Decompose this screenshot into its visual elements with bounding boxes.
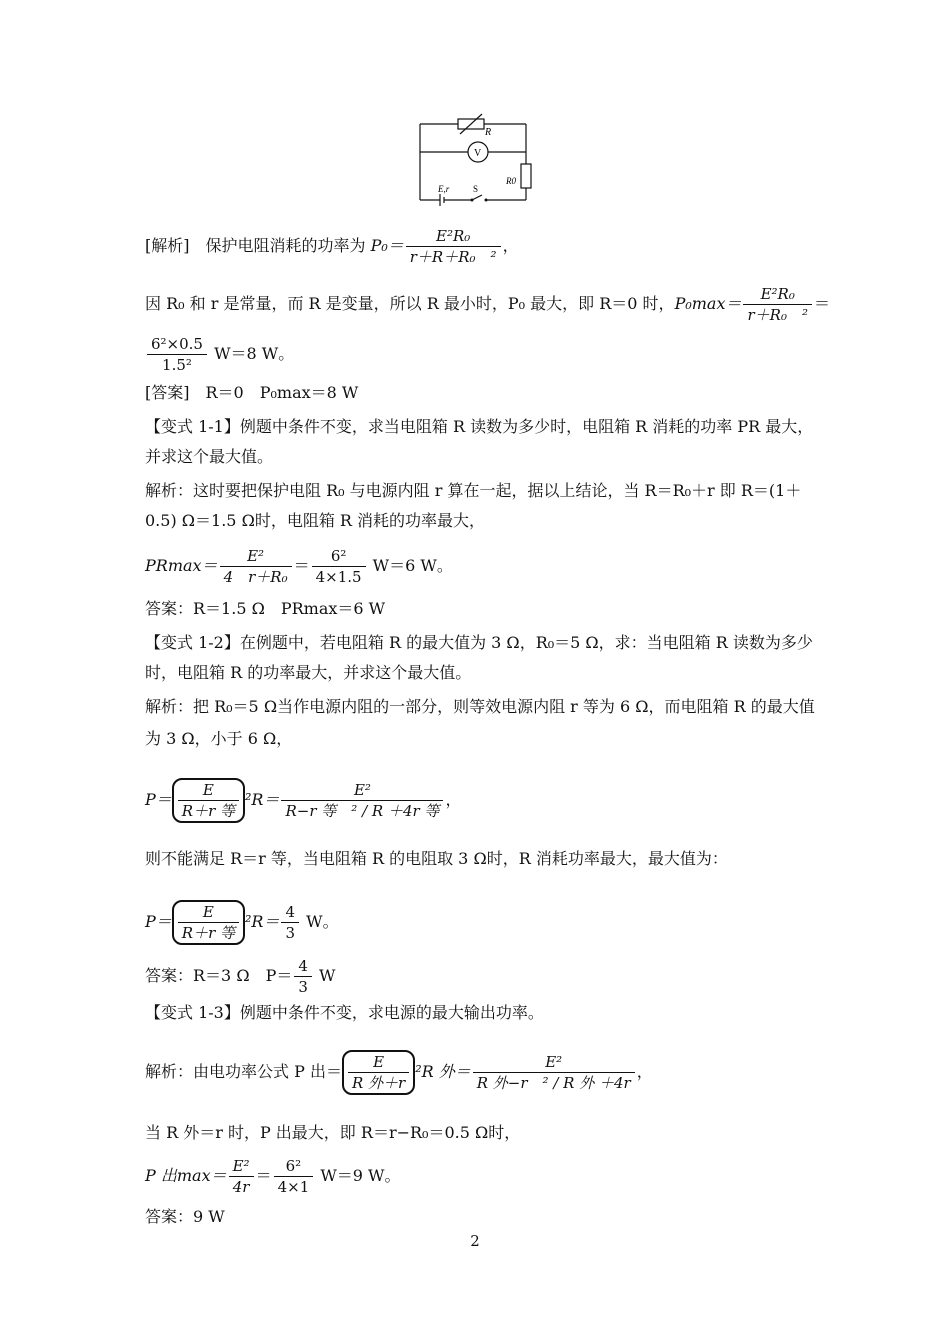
fraction-numerator: E: [178, 902, 239, 923]
variant-1-2-analysis-2: 为 3 Ω，小于 6 Ω，: [145, 729, 293, 748]
fraction-denominator: R 外＋r: [351, 1074, 406, 1092]
circuit-diagram: [410, 112, 540, 208]
fraction-inner: [178, 780, 239, 821]
label-S: S: [473, 184, 479, 194]
label-Er: E,r: [438, 184, 450, 194]
formula-prefix: 解析：由电功率公式 P 出＝: [145, 1062, 342, 1081]
middle-term: ²R＝: [245, 790, 280, 809]
variant-1-1-line-1: 【变式 1-1】例题中条件不变，求当电阻箱 R 读数为多少时，电阻箱 R 消耗的功率 PR 最大，: [145, 417, 814, 436]
fraction-denominator: 3: [298, 978, 308, 996]
line-suffix: ，: [445, 790, 462, 809]
fraction-denominator: 3: [285, 924, 296, 942]
fraction-denominator: r＋R₀ ²: [747, 306, 808, 324]
p-lhs: P＝: [145, 790, 172, 809]
variant-1-2-line-1: 【变式 1-2】在例题中，若电阻箱 R 的最大值为 3 Ω，R₀＝5 Ω，求：当电阻箱 R 读数为多少: [145, 633, 813, 652]
variant-1-3-formula: [145, 1050, 653, 1095]
fraction-numerator: E²: [281, 780, 443, 801]
answer-line: [答案] R＝0 P₀max＝8 W: [145, 383, 359, 402]
analysis-line-1: [145, 226, 519, 267]
equals-sign: ＝: [255, 1166, 272, 1185]
fraction-prmax-1: [220, 546, 292, 587]
variant-1-2-answer: [145, 956, 335, 997]
fraction-numerator: E: [348, 1052, 409, 1073]
fraction-numerator: 6²: [312, 546, 366, 567]
line-suffix: ，: [502, 236, 519, 255]
variant-1-3-answer: 答案：9 W: [145, 1207, 225, 1226]
fraction-numerator: E²R₀: [743, 284, 812, 305]
page-number: 2: [470, 1232, 480, 1250]
fraction-denominator: 4r: [232, 1178, 250, 1196]
paren-group: [172, 900, 245, 945]
middle-term: ²R＝: [245, 912, 280, 931]
fraction-numerator: 4: [281, 902, 299, 923]
fraction-denominator: 1.5²: [162, 356, 192, 374]
variant-1-3-analysis: 当 R 外＝r 时，P 出最大，即 R＝r−R₀＝0.5 Ω时，: [145, 1123, 521, 1142]
line-suffix: W＝9 W。: [315, 1166, 401, 1185]
fraction-p0max: [743, 284, 812, 325]
fraction-denominator: r＋R＋R₀ ²: [409, 248, 497, 266]
text: 因 R₀ 和 r 是常量，而 R 是变量，所以 R 最小时，P₀ 最大，即 R＝0 时，: [145, 294, 675, 313]
line-suffix: ＝: [813, 294, 830, 313]
fraction-numerator: E²: [229, 1156, 254, 1177]
variant-1-2-result: [145, 900, 339, 945]
fraction-denominator: 4×1: [277, 1178, 310, 1196]
p-lhs: P＝: [145, 912, 172, 931]
line-suffix: W。: [301, 912, 339, 931]
p0-lhs: P₀＝: [370, 236, 404, 255]
fraction-numerator: 4: [294, 956, 312, 977]
variant-1-2-analysis-1: 解析：把 R₀＝5 Ω当作电源内阻的一部分，则等效电源内阻 r 等为 6 Ω，而电阻箱 R 的最大值: [145, 697, 815, 716]
variant-1-1-answer: 答案：R＝1.5 Ω PRmax＝6 W: [145, 599, 386, 618]
fraction-denominator: 4×1.5: [315, 568, 362, 586]
paren-group: [342, 1050, 415, 1095]
variant-1-2-line-2: 时，电阻箱 R 的功率最大，并求这个最大值。: [145, 663, 472, 682]
fraction-result: [281, 902, 299, 943]
answer-prefix: 答案：R＝3 Ω P＝: [145, 966, 293, 985]
fraction-p0: [406, 226, 501, 267]
fraction-denominator: R＋r 等: [181, 802, 236, 820]
line-suffix: W＝8 W。: [208, 344, 295, 363]
variant-1-3-line-1: 【变式 1-3】例题中条件不变，求电源的最大输出功率。: [145, 1003, 544, 1022]
line-suffix: W＝6 W。: [367, 556, 453, 575]
variant-1-2-formula: [145, 778, 461, 823]
fraction-numerator: E²: [220, 546, 292, 567]
label-R: R: [485, 127, 492, 138]
analysis-line-2: [145, 284, 830, 325]
switch-contact: [485, 199, 488, 202]
fraction-numerator: E: [178, 780, 239, 801]
line-suffix: ，: [636, 1062, 653, 1081]
paren-group: [172, 778, 245, 823]
fraction-denominator: R−r 等 ² / R ＋4r 等: [285, 802, 440, 820]
pmax-lhs: P 出max＝: [145, 1166, 227, 1185]
equals-sign: ＝: [293, 556, 310, 575]
analysis-prefix: [解析] 保护电阻消耗的功率为: [145, 236, 371, 255]
fraction-main: [473, 1052, 635, 1093]
fraction-numerator: E²: [473, 1052, 635, 1073]
fraction-denominator: R＋r 等: [181, 924, 236, 942]
label-V: V: [474, 148, 482, 159]
analysis-line-3: [145, 334, 294, 375]
fraction-inner: [348, 1052, 409, 1093]
switch-contact: [471, 199, 474, 202]
variant-1-1-line-2: 并求这个最大值。: [145, 447, 274, 466]
variant-1-1-analysis-1: 解析：这时要把保护电阻 R₀ 与电源内阻 r 算在一起，据以上结论，当 R＝R₀＋r 即 R＝(1＋: [145, 481, 802, 500]
p0max-lhs: P₀max＝: [674, 294, 742, 313]
fraction-pmax-1: [229, 1156, 254, 1197]
fraction-main: [281, 780, 443, 821]
middle-term: ²R 外＝: [415, 1062, 471, 1081]
fraction-numerator: 6²×0.5: [147, 334, 207, 355]
label-R0: R0: [506, 176, 516, 186]
fraction-result: [147, 334, 207, 375]
fraction-denominator: 4 r＋R₀: [223, 568, 288, 586]
fraction-numerator: 6²: [274, 1156, 314, 1177]
fraction-denominator: R 外−r ² / R 外 ＋4r: [476, 1074, 631, 1092]
fraction-inner: [178, 902, 239, 943]
prmax-lhs: PRmax＝: [145, 556, 218, 575]
fraction-answer: [294, 956, 312, 997]
variant-1-1-formula: [145, 546, 453, 587]
line-suffix: W: [313, 966, 336, 985]
fraction-numerator: E²R₀: [406, 226, 501, 247]
variant-1-3-result: [145, 1156, 400, 1197]
fraction-pmax-2: [274, 1156, 314, 1197]
variant-1-2-analysis-3: 则不能满足 R＝r 等，当电阻箱 R 的电阻取 3 Ω时，R 消耗功率最大，最大值为：: [145, 849, 728, 868]
variant-1-1-analysis-2: 0.5) Ω＝1.5 Ω时，电阻箱 R 消耗的功率最大，: [145, 511, 486, 530]
fraction-prmax-2: [312, 546, 366, 587]
